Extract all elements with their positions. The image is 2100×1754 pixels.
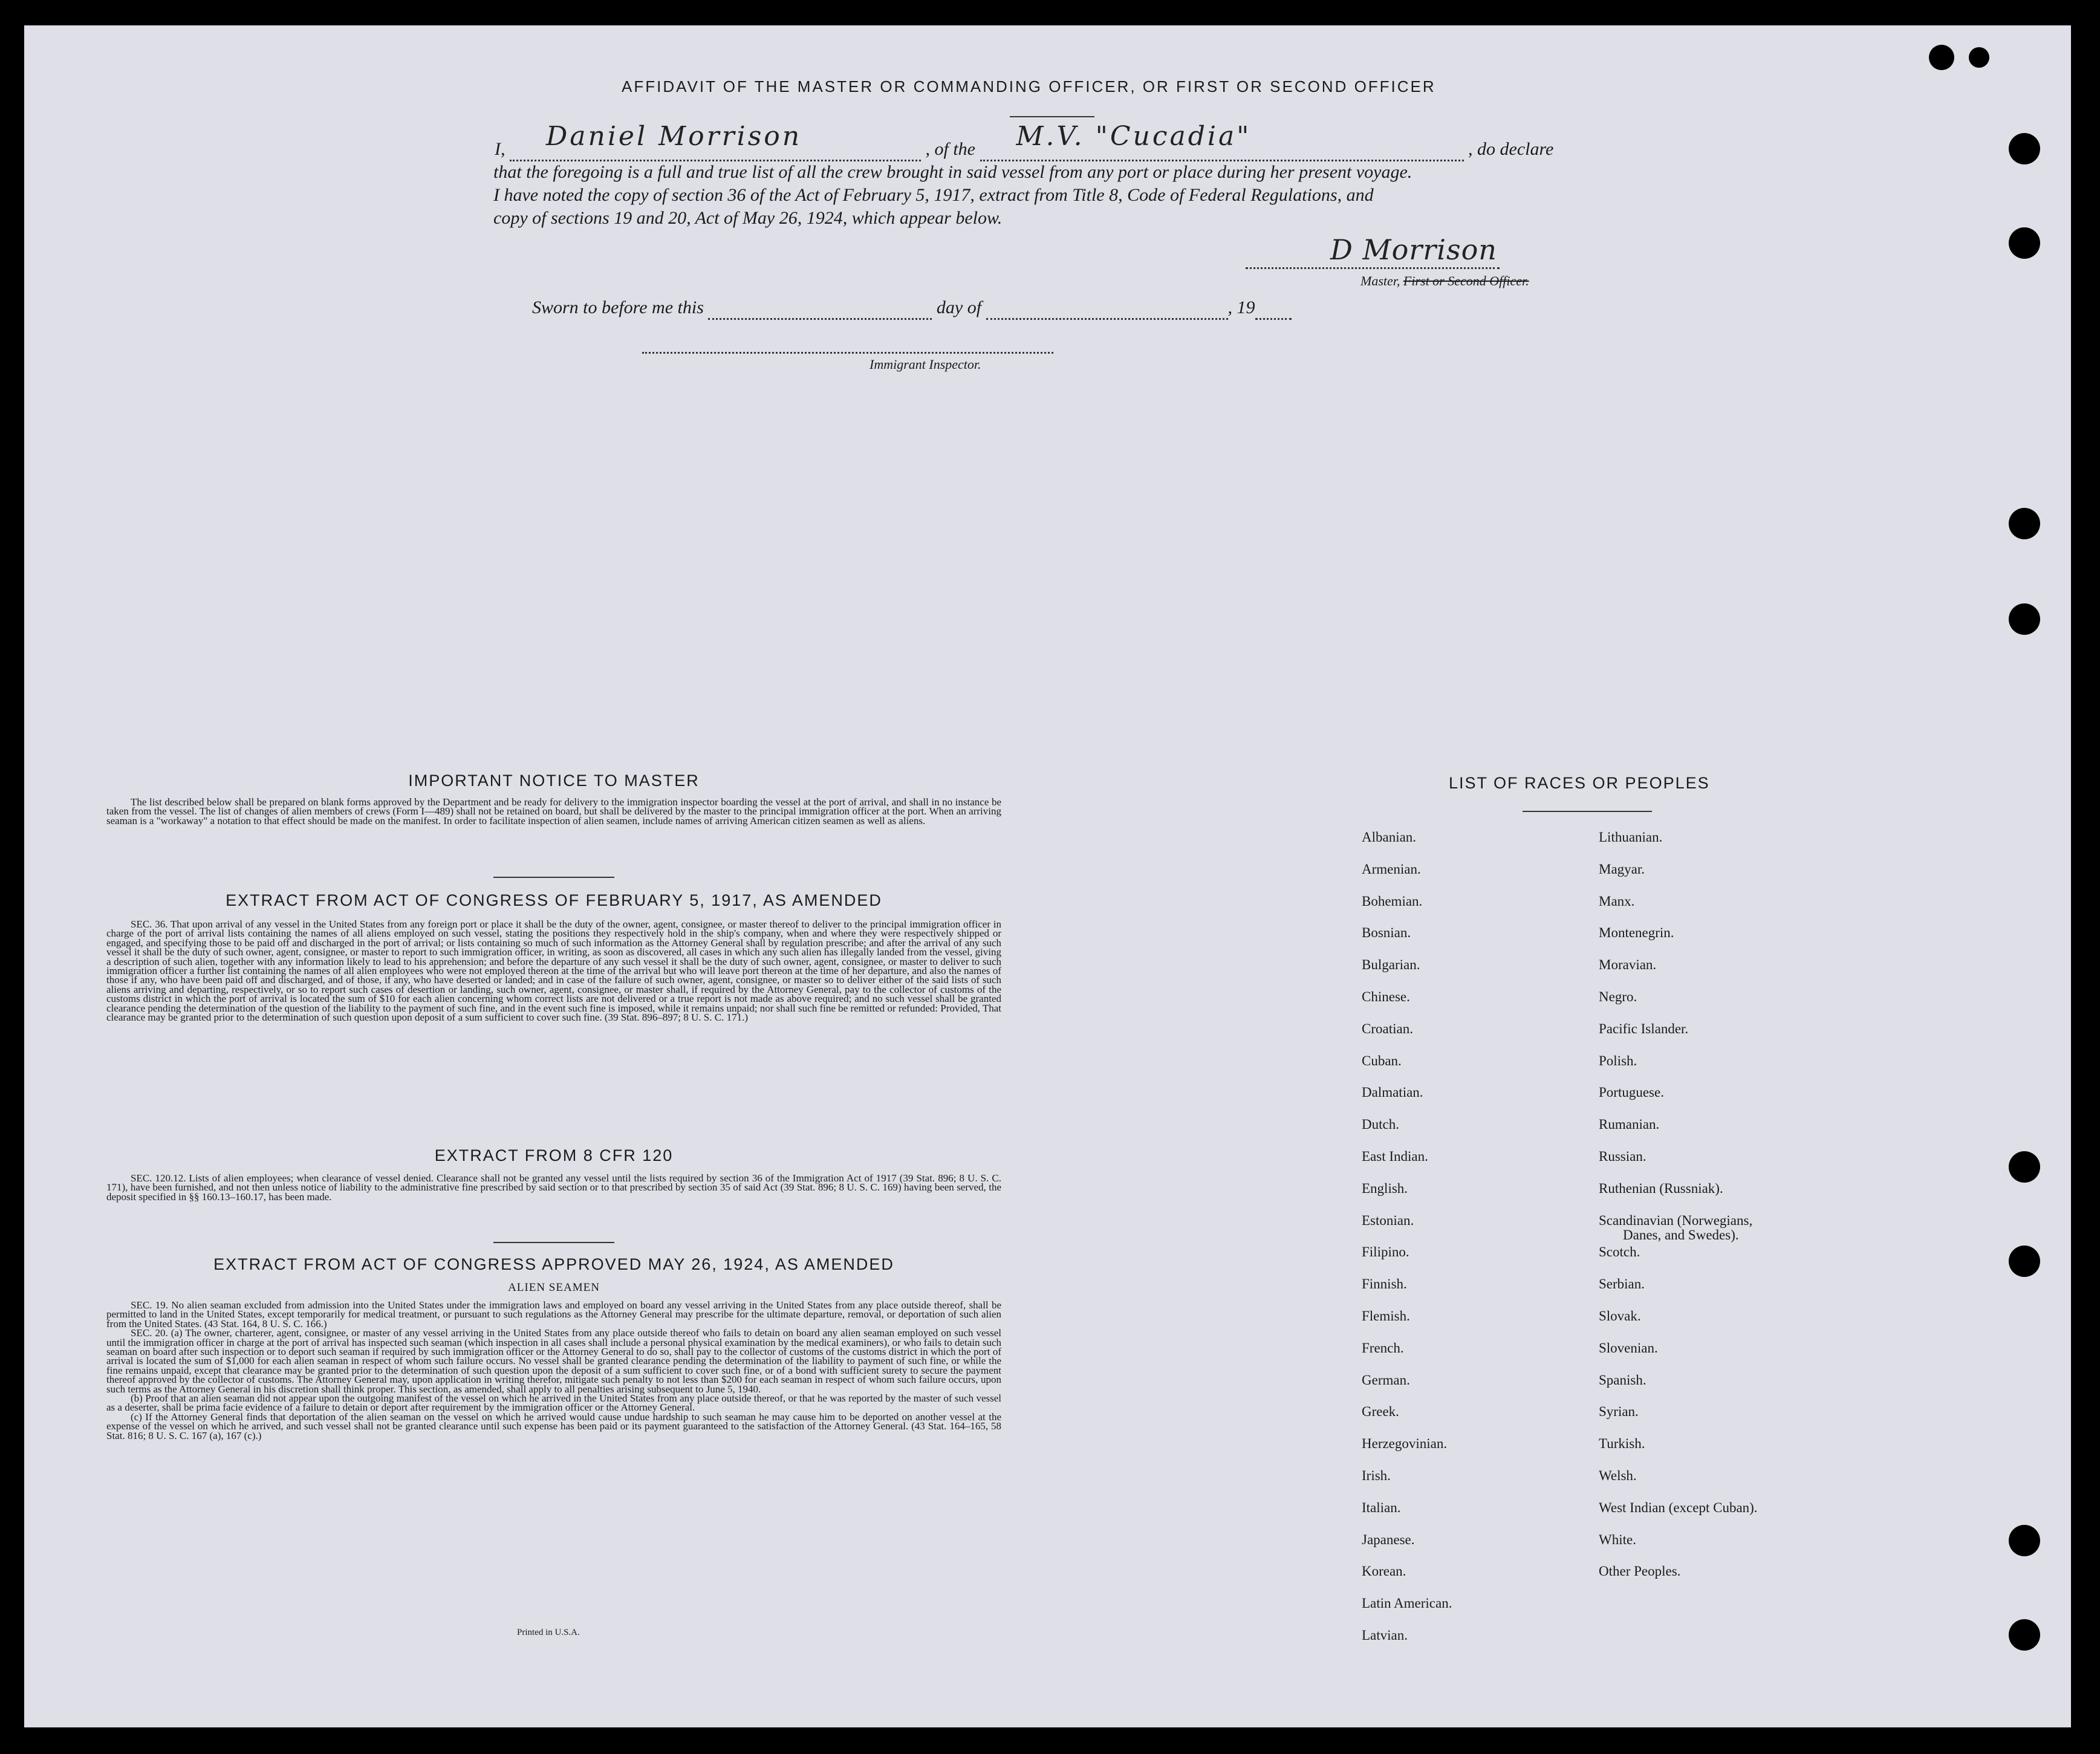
race-item: East Indian.	[1362, 1149, 1428, 1164]
punch-hole	[2009, 1525, 2040, 1556]
divider	[493, 1242, 614, 1243]
handwritten-name: Daniel Morrison	[546, 121, 802, 152]
race-item: Filipino.	[1362, 1244, 1409, 1260]
punch-hole	[2009, 1619, 2040, 1651]
race-item: White.	[1599, 1532, 1636, 1547]
race-item: Rumanian.	[1599, 1117, 1660, 1132]
race-item: Polish.	[1599, 1053, 1637, 1068]
race-item: Dutch.	[1362, 1117, 1399, 1132]
extract-1917-body: SEC. 36. That upon arrival of any vessel in the United States from any foreign port or place it shall be the duty of the owner, agent, consignee, or master thereof to deliver to the principal immigration officer in charge of the port of arrival lists containing the names of all aliens employed on such vessel, stating the positions they respectively hold in the ship's company, when and where they were respectively shipped or engaged, and specifying those to be paid off and discharged in the port of arrival; or lists containing so much of such information as the Attorney General shall by regulation prescribe; and after the arrival of any such vessel it shall be the duty of such owner, agent, consignee, or master to report to such immigration officer, in writing, as soon as discovered, all cases in which any such alien has illegally landed from the vessel, giving a description of such alien, together with any information likely to lead to his apprehension; and before the departure of any such vessel it shall be the duty of such owner, agent, consignee, or master to deliver to such immigration officer a further list containing the names of all alien employees who were not employed thereon at the time of the arrival but who will leave port thereon at the time of her departure, and also the names of those if any, who have been paid off and discharged, and of those, if any, who have deserted or landed; and in case of the failure of such owner, agent, consignee, or master so to deliver either of the said lists of such aliens arriving and departing, respectively, or so to report such cases of desertion or landing, such owner, agent, consignee, or master shall, if required by the Attorney General, pay to the collector of customs of the customs district in which the port of arrival is located the sum of $10 for each alien concerning whom correct lists are not delivered or a true report is not made as above required; and no such vessel shall be granted clearance pending the determination of the question of the liability to the payment of such fine, and in the event such fine is imposed, while it remains unpaid; nor shall such fine be remitted or refunded: Provided, That clearance may be granted prior to the determination of such question upon deposit of a sum sufficient to cover such fine. (39 Stat. 896–897; 8 U. S. C. 171.)	[106, 918, 1001, 1024]
race-item: Scotch.	[1599, 1244, 1640, 1260]
race-item: Moravian.	[1599, 957, 1657, 973]
of-the-label: , of the	[925, 139, 975, 159]
race-item: Albanian.	[1362, 830, 1417, 845]
extract-1924-title: EXTRACT FROM ACT OF CONGRESS APPROVED MAY 26, 1924, AS AMENDED	[213, 1255, 894, 1273]
name-field[interactable]	[510, 121, 921, 161]
race-item: Russian.	[1599, 1149, 1647, 1164]
punch-hole	[1969, 47, 1989, 68]
signature-line[interactable]	[1246, 267, 1500, 269]
race-item-continuation: Danes, and Swedes).	[1623, 1227, 1739, 1242]
race-item: Other Peoples.	[1599, 1564, 1681, 1579]
title-underline	[1010, 116, 1094, 117]
notice-section	[106, 771, 1001, 825]
race-item: Croatian.	[1362, 1021, 1413, 1036]
extract-cfr-body: SEC. 120.12. Lists of alien employees; when clearance of vessel denied. Clearance shall not be granted any vessel until the lists required by section 36 of the Immigration Act of 1917 (39 Stat. 896; 8 U. S. C. 171), have been furnished, and not then unless notice of liability to the administrative fine prescribed by said section or to that prescribed by section 35 of said Act (39 Stat. 896; 8 U. S. C. 169) having been served, the deposit specified in §§ 160.13–160.17, has been made.	[106, 1172, 1001, 1203]
extract-1917-section	[106, 891, 1001, 1022]
i-label: I,	[495, 139, 505, 159]
race-item: Bohemian.	[1362, 893, 1423, 909]
race-item: Manx.	[1599, 893, 1635, 909]
race-item: Dalmatian.	[1362, 1085, 1423, 1100]
punch-hole	[2009, 508, 2040, 539]
role-struck: First or Second Officer.	[1403, 273, 1529, 288]
race-item: English.	[1362, 1180, 1408, 1196]
race-item: Latin American.	[1362, 1596, 1452, 1611]
race-item: Syrian.	[1599, 1404, 1639, 1420]
handwritten-signature: D Morrison	[1330, 233, 1497, 266]
race-item: Korean.	[1362, 1564, 1406, 1579]
race-item: Latvian.	[1362, 1628, 1408, 1643]
signature-role	[1360, 273, 1529, 289]
race-item: Scandinavian (Norwegians,	[1599, 1212, 1753, 1228]
race-item: Greek.	[1362, 1404, 1399, 1420]
extract-cfr-section	[106, 1146, 1001, 1201]
race-item: Bosnian.	[1362, 925, 1411, 941]
extract-1917-title: EXTRACT FROM ACT OF CONGRESS OF FEBRUARY 5, 1917, AS AMENDED	[226, 891, 882, 909]
inspector-label: Immigrant Inspector.	[870, 357, 981, 372]
race-item: Japanese.	[1362, 1532, 1415, 1547]
race-item: West Indian (except Cuban).	[1599, 1499, 1758, 1515]
punch-hole	[2009, 1246, 2040, 1277]
race-item: Pacific Islander.	[1599, 1021, 1689, 1036]
sworn-label: Sworn to before me this	[532, 297, 704, 317]
race-item: Slovenian.	[1599, 1340, 1658, 1356]
declaration-line-4: copy of sections 19 and 20, Act of May 26, 1924, which appear below.	[493, 208, 1003, 228]
inspector-signature-line[interactable]	[642, 352, 1053, 354]
sworn-day-field[interactable]	[708, 297, 932, 320]
declaration-line-1	[495, 121, 1554, 161]
declaration-line-2: that the foregoing is a full and true list of all the crew brought in said vessel from any port or place during her present voyage.	[493, 162, 1412, 182]
affidavit-title: AFFIDAVIT OF THE MASTER OR COMMANDING OFFICER, OR FIRST OR SECOND OFFICER	[622, 77, 1436, 96]
do-declare-label: , do declare	[1468, 139, 1554, 159]
race-item: Bulgarian.	[1362, 957, 1420, 973]
race-item: Lithuanian.	[1599, 830, 1663, 845]
sworn-line	[532, 297, 1292, 320]
form-page	[24, 25, 2071, 1727]
race-item: Finnish.	[1362, 1276, 1407, 1292]
year-label: , 19	[1227, 297, 1255, 317]
race-item: Negro.	[1599, 989, 1637, 1004]
divider	[493, 877, 614, 878]
printed-in-usa: Printed in U.S.A.	[517, 1628, 580, 1637]
race-item: Armenian.	[1362, 861, 1421, 877]
alien-seamen-subtitle: ALIEN SEAMEN	[508, 1281, 600, 1294]
race-item: Welsh.	[1599, 1468, 1637, 1483]
race-item: Cuban.	[1362, 1053, 1402, 1068]
race-item: German.	[1362, 1372, 1410, 1388]
race-item: Italian.	[1362, 1499, 1401, 1515]
race-item: Magyar.	[1599, 861, 1645, 877]
race-item: Serbian.	[1599, 1276, 1645, 1292]
punch-hole	[2009, 603, 2040, 635]
declaration-line-3: I have noted the copy of section 36 of the Act of February 5, 1917, extract from Title 8, Code of Federal Regulations, and	[493, 185, 1374, 205]
punch-hole	[1929, 45, 1954, 70]
punch-hole	[2009, 1151, 2040, 1183]
sworn-month-field[interactable]	[986, 297, 1228, 320]
role-master: Master,	[1360, 273, 1400, 288]
sworn-year-field[interactable]	[1255, 297, 1292, 320]
day-of-label: day of	[936, 297, 982, 317]
race-item: French.	[1362, 1340, 1404, 1356]
race-item: Portuguese.	[1599, 1085, 1664, 1100]
race-item: Irish.	[1362, 1468, 1391, 1483]
race-item: Spanish.	[1599, 1372, 1647, 1388]
punch-hole	[2009, 133, 2040, 164]
vessel-field[interactable]	[980, 121, 1464, 161]
handwritten-vessel: M.V. "Cucadia"	[1016, 121, 1252, 152]
race-item: Estonian.	[1362, 1212, 1414, 1228]
extract-1924-section	[106, 1255, 1001, 1440]
race-item: Herzegovinian.	[1362, 1436, 1448, 1452]
punch-hole	[2009, 227, 2040, 259]
races-underline	[1523, 811, 1652, 812]
sec-20c-text: (c) If the Attorney General finds that deportation of the alien seaman on the vessel on which he arrived would cause undue hardship to such seaman he may cause him to be deported on another vessel at the expense of the vessel on which he arrived, and such vessel shall not be granted clearance until such expense has been paid or its payment guaranteed to the satisfaction of the Attorney General. (43 Stat. 164–165, 58 Stat. 816; 8 U. S. C. 167 (a), 167 (c).)	[106, 1411, 1001, 1441]
race-item: Turkish.	[1599, 1436, 1645, 1452]
race-item: Chinese.	[1362, 989, 1410, 1004]
sec-20b-text: (b) Proof that an alien seaman did not appear upon the outgoing manifest of the vessel on which he arrived in the United States from any place outside thereof, or that he was reported by the master of such vessel as a deserter, shall be prima facie evidence of a failure to detain or deport after requirement by the immigration officer or the Attorney General.	[106, 1392, 1001, 1414]
notice-title: IMPORTANT NOTICE TO MASTER	[408, 771, 700, 790]
race-item: Slovak.	[1599, 1308, 1641, 1324]
races-title: LIST OF RACES OR PEOPLES	[1449, 774, 1710, 792]
race-item: Montenegrin.	[1599, 925, 1674, 941]
extract-cfr-title: EXTRACT FROM 8 CFR 120	[434, 1146, 674, 1164]
race-item: Ruthenian (Russniak).	[1599, 1180, 1723, 1196]
race-item: Flemish.	[1362, 1308, 1410, 1324]
sec-19-text: SEC. 19. No alien seaman excluded from admission into the United States under the immigration laws and employed on board any vessel arriving in the United States from any place outside thereof, shall be permitted to land in the United States, except temporarily for medical treatment, or pursuant to such regulations as the Attorney General may prescribe for the ultimate departure, removal, or deportation of such alien from the United States. (43 Stat. 164, 8 U. S. C. 166.)	[106, 1299, 1001, 1330]
notice-body: The list described below shall be prepared on blank forms approved by the Department and be ready for delivery to the immigration inspector boarding the vessel at the port of arrival, and shall in no instance be taken from the vessel. The list of changes of alien members of crews (Form I—489) shall not be retained on board, but shall be delivered by the master to the principal immigration officer at the port. When an arriving seaman is a "workaway" a notation to that effect should be made on the manifest. In order to facilitate inspection of alien seamen, include names of arriving American citizen seamen as well as aliens.	[106, 796, 1001, 827]
sec-20a-text: SEC. 20. (a) The owner, charterer, agent, consignee, or master of any vessel arriving in the United States from any place outside thereof who fails to detain on board any alien seaman employed on such vessel until the immigration officer in charge at the port of arrival has inspected such seaman (which inspection in all cases shall include a personal physical examination by the medical examiners), or who fails to detain such seaman on board after such inspection or to deport such seaman if required by such immigration officer or the Attorney General to do so, shall pay to the collector of customs of the customs district in which the port of arrival is located the sum of $1,000 for each alien seaman in respect of whom such failure occurs. No vessel shall be granted clearance pending the determination of the liability to payment of such fine, or while the fine remains unpaid, except that clearance may be granted prior to the determination of such question upon the deposit of a sum sufficient to cover such fine, or of a bond with sufficient surety to secure the payment thereof approved by the collector of customs. The Attorney General may, upon application in writing therefor, mitigate such penalty to not less than $200 for each seaman in respect of whom such failure occurs, upon such terms as the Attorney General in his discretion shall think proper. This section, as amended, shall apply to all penalties arising subsequent to June 5, 1940.	[106, 1327, 1001, 1395]
